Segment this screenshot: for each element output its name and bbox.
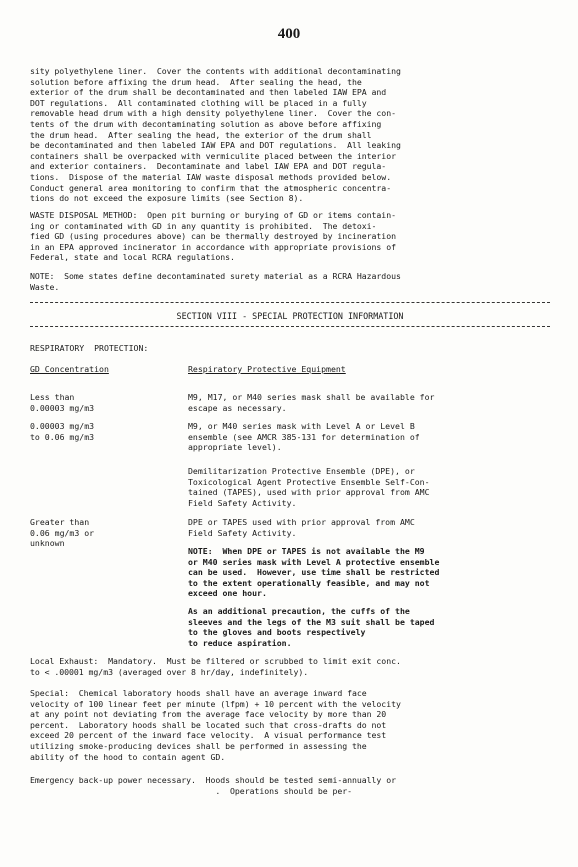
text-line: percent. Laboratory hoods shall be located such that cross-drafts do not	[30, 719, 387, 730]
concentration-cell: Greater than 0.06 mg/m3 or unknown	[30, 517, 95, 549]
page-number: 400	[277, 26, 301, 42]
text-line: fied GD (using procedures above) can be thermally destroyed by incineration	[30, 231, 396, 242]
equipment-cell: As an additional precaution, the cuffs of the sleeves and the legs of the M3 suit shall be taped to the gloves and boots respectively to reduce aspiration.	[188, 606, 435, 648]
text-line: be decontaminated and then labeled IAW EPA and DOT regulations. All leaking	[30, 140, 401, 151]
respiratory-heading: RESPIRATORY PROTECTION:	[30, 343, 149, 353]
text-line: Emergency back-up power necessary. Hoods should be tested semi-annually or	[30, 775, 396, 785]
text-line: WASTE DISPOSAL METHOD: Open pit burning or burying of GD or items contain-	[30, 210, 396, 220]
text-line: and exterior containers. Decontaminate and label IAW EPA and DOT regula-	[30, 161, 387, 172]
text-line: ability of the hood to contain agent GD.	[30, 751, 226, 762]
text-line: solution before affixing the drum head. After sealing the head, the	[30, 76, 362, 87]
text-line: to < .00001 mg/m3 (averaged over 8 hr/day, indefinitely).	[30, 666, 309, 677]
equipment-cell: M9, M17, or M40 series mask shall be available for escape as necessary.	[188, 392, 435, 413]
special-paragraph	[30, 688, 550, 762]
equipment-cell: Demilitarization Protective Ensemble (DPE), or Toxicological Agent Protective Ensemble Self-Con- tained (TAPES), used with prior approval from AMC Field Safety Activity.	[188, 466, 430, 508]
text-line: exterior of the drum shall be decontaminated and then labeled IAW EPA and	[30, 87, 387, 98]
waste-disposal-paragraph	[30, 210, 550, 263]
equipment-cell: M9, or M40 series mask with Level A or Level B ensemble (see AMCR 385-131 for determination of appropriate level).	[188, 421, 420, 453]
text-line: NOTE: Some states define decontaminated surety material as a RCRA Hazardous	[30, 271, 401, 281]
top-paragraph	[30, 66, 550, 204]
text-line: at any point not deviating from the average face velocity by more than 20	[30, 709, 387, 720]
text-line: in an EPA approved incinerator in accordance with appropriate provisions of	[30, 241, 396, 252]
col-header-equipment: Respiratory Protective Equipment	[188, 364, 346, 374]
text-line: the drum head. After sealing the head, the exterior of the drum shall	[30, 129, 372, 140]
equipment-cell: NOTE: When DPE or TAPES is not available the M9 or M40 series mask with Level A protective ensemble can be used. However, use time shall be restricted to the extent operationally feasible, and may not exceed one hour.	[188, 546, 440, 599]
equipment-cell: DPE or TAPES used with prior approval from AMC Field Safety Activity.	[188, 517, 415, 538]
concentration-cell: 0.00003 mg/m3 to 0.06 mg/m3	[30, 421, 95, 442]
text-line: tions do not exceed the exposure limits (see Section 8).	[30, 193, 304, 204]
text-line: exceed 20 percent of the inward face velocity. A visual performance test	[30, 730, 387, 741]
section-rule-bottom	[30, 326, 550, 327]
local-exhaust-paragraph	[30, 656, 550, 677]
section-rule-top	[30, 302, 550, 303]
text-line: tents of the drum with decontaminating solution as above before affixing	[30, 118, 382, 129]
concentration-cell: Less than 0.00003 mg/m3	[30, 392, 95, 413]
text-line: Federal, state and local RCRA regulations.	[30, 252, 235, 263]
col-header-concentration: GD Concentration	[30, 364, 109, 374]
text-line: removable head drum with a high density polyethylene liner. Cover the con-	[30, 108, 396, 119]
text-line: Special: Chemical laboratory hoods shall have an average inward face	[30, 688, 367, 698]
text-line: ing or contaminated with GD in any quantity is prohibited. The detoxi-	[30, 220, 377, 231]
text-line: velocity of 100 linear feet per minute (lfpm) + 10 percent with the velocity	[30, 698, 401, 709]
text-line: utilizing smoke-producing devices shall be performed in assessing the	[30, 740, 367, 751]
text-line: DOT regulations. All contaminated clothing will be placed in a fully	[30, 97, 367, 108]
text-line: sity polyethylene liner. Cover the contents with additional decontaminating	[30, 66, 401, 76]
text-line: tions. Dispose of the material IAW waste disposal methods provided below.	[30, 171, 392, 182]
text-line: Conduct general area monitoring to confirm that the atmospheric concentra-	[30, 182, 392, 193]
text-line: . Operations should be per-	[30, 785, 353, 796]
text-line: Local Exhaust: Mandatory. Must be filtered or scrubbed to limit exit conc.	[30, 656, 401, 666]
note-paragraph	[30, 271, 550, 292]
text-line: containers shall be overpacked with vermiculite placed between the interior	[30, 150, 396, 161]
section-heading: SECTION VIII - SPECIAL PROTECTION INFORMATION	[176, 311, 404, 321]
text-line: Waste.	[30, 281, 60, 292]
emergency-paragraph	[30, 775, 550, 796]
